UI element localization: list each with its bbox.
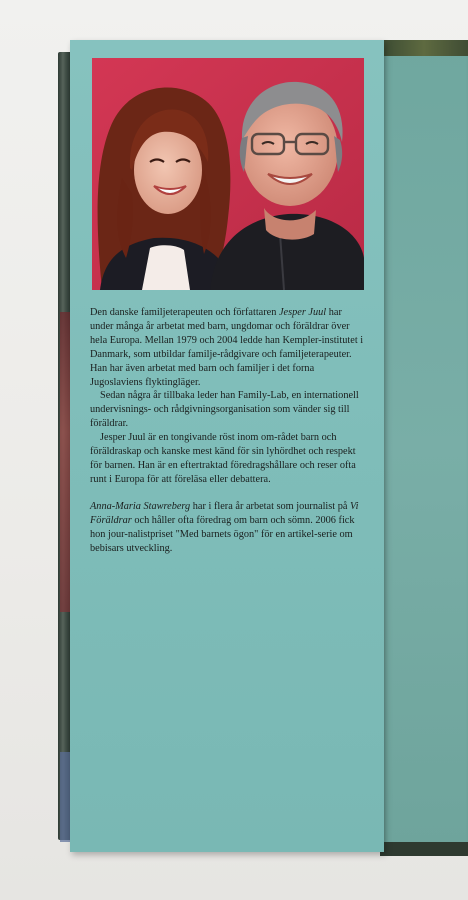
author-name-jesper: Jesper Juul — [278, 307, 327, 318]
author-photo — [92, 58, 364, 290]
cover-photo-edge — [380, 40, 468, 56]
author-name-anna-maria: Anna-Maria Stawreberg — [90, 500, 191, 512]
spine-color-strip-lower — [60, 752, 70, 842]
spine-color-strip — [60, 312, 70, 612]
bio-paragraph-jesper-intro — [90, 306, 366, 389]
author-photo-illustration — [92, 58, 364, 290]
bio-text: har i flera år arbetat som journalist på — [192, 500, 348, 512]
cover-bottom-edge — [380, 842, 468, 856]
bio-paragraph-jesper-reputation: Jesper Juul är en tongivande röst inom om-rådet barn och föräldraskap och kanske mest känd för sin lyhördhet och respekt för barnen. Han är en eftertraktad föredragshållare och reser ofta runt i Europa för att föreläsa eller debattera. — [90, 432, 356, 485]
magazine-name: Vi Föräldrar — [90, 500, 359, 526]
bio-paragraph-anna-maria — [90, 500, 366, 556]
bio-paragraph-familylab: Sedan några år tillbaka leder han Family-Lab, en internationell undervisnings- och rådgivningsorganisation som vänder sig till föräldrar. — [90, 390, 359, 430]
bio-text: och håller ofta föredrag om barn och sömn. 2006 fick hon jour-nalistpriset "Med barnets ögon" för en artikel-serie om bebisars utveckling. — [90, 514, 355, 554]
book-cover — [380, 40, 468, 856]
bio-text: Den danske familjeterapeuten och författaren — [90, 307, 277, 318]
author-bio — [90, 306, 366, 555]
book-flap — [70, 40, 384, 852]
bio-text: har under många år arbetat med barn, ungdomar och föräldrar över hela Europa. Mellan 1979 och 2004 ledde han Kempler-institutet i Danmark, som utbildar familje-rådgivare och familjeterapeuter. Han har även arbetat med barn och familjer i det forna Jugoslaviens flyktingläger. — [90, 307, 364, 388]
